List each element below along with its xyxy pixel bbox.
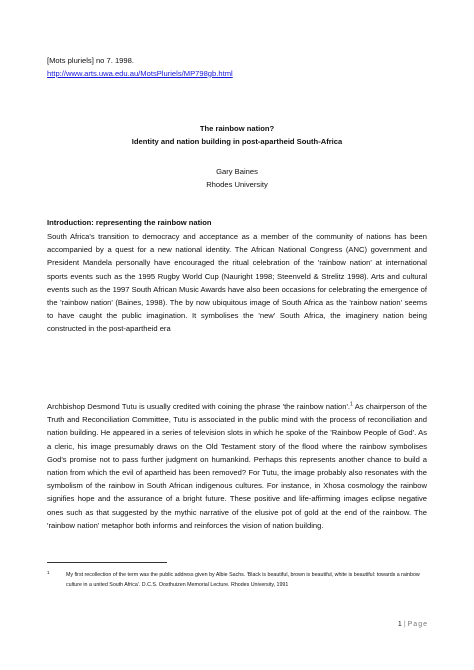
document-title: [47, 122, 427, 148]
author-block: [47, 165, 427, 191]
paragraph-2-rest: As chairperson of the Truth and Reconciliation Committee, Tutu is associated in the public mind with the process of reconciliation and nation building. He appeared in a series of television slots in which he spoke of the 'Rainbow People of God'. As a cleric, his image presumably draws on the Old Testament story of the flood where the rainbow symbolises God's promise not to pass further judgment on humankind. Perhaps this represents another chance to build a nation from which the evil of apartheid has been removed? For Tutu, the image probably also resonates with the symbolism of the rainbow in South African indigenous cultures. For instance, in Xhosa cosmology the rainbow signifies hope and the assurance of a bright future. These positive and life-affirming images eclipse negative ones such as that suggested by the mythic narrative of the elusive pot of gold at the end of the rainbow. The 'rainbow nation' metaphor both informs and reinforces the vision of nation building.: [47, 402, 427, 530]
footnote-marker: 1: [47, 570, 50, 575]
title-line-1: The rainbow nation?: [199, 124, 275, 133]
page-number-footer: [398, 621, 428, 628]
body-paragraph-2: [47, 400, 427, 532]
body-paragraph-1: South Africa's transition to democracy and acceptance as a member of the community of nations has been accompanied by a quest for a new national identity. The African National Congress (ANC) government and President Mandela personally have encouraged the ritual celebration of the 'rainbow nation' at international sports events such as the 1995 Rugby World Cup (Nauright 1998; Steenveld & Strelitz 1998). Arts and cultural events such as the 1997 South African Music Awards have also been occasions for celebrating the emergence of the 'rainbow nation' (Baines, 1998). The by now ubiquitous image of South Africa as the 'rainbow nation' seems to have caught the public imagination. It symbolises the 'new' South Africa, the imaginery nation being constructed in the post-apartheid era: [47, 232, 427, 334]
footnote-reference[interactable]: 1: [350, 401, 353, 408]
author-name: Gary Baines: [216, 167, 258, 176]
footnote-divider: [47, 562, 167, 563]
header-block: [47, 55, 233, 80]
section-heading: Introduction: representing the rainbow nation: [47, 218, 212, 227]
footnote-text: My first recollection of the term was the public address given by Albie Sachs. 'Black is beautiful, brown is beautiful, white is beautiful: towards a rainbow culture in a united South Africa'. D.C.S. Oosthuizen Memorial Lecture. Rhodes University, 1991: [66, 572, 420, 588]
title-line-2: Identity and nation building in post-apartheid South-Africa: [131, 137, 343, 146]
page-label: Page: [407, 621, 428, 628]
paragraph-2-start: Archbishop Desmond Tutu is usually credited with coining the phrase 'the rainbow nation'.: [47, 402, 351, 411]
page-number: 1: [397, 621, 402, 628]
source-url-link[interactable]: http://www.arts.uwa.edu.au/MotsPluriels/MP798gb.html: [47, 68, 233, 78]
page-separator: |: [403, 621, 406, 628]
author-affiliation: Rhodes University: [206, 180, 268, 189]
citation-text: [Mots pluriels] no 7. 1998.: [47, 56, 134, 65]
